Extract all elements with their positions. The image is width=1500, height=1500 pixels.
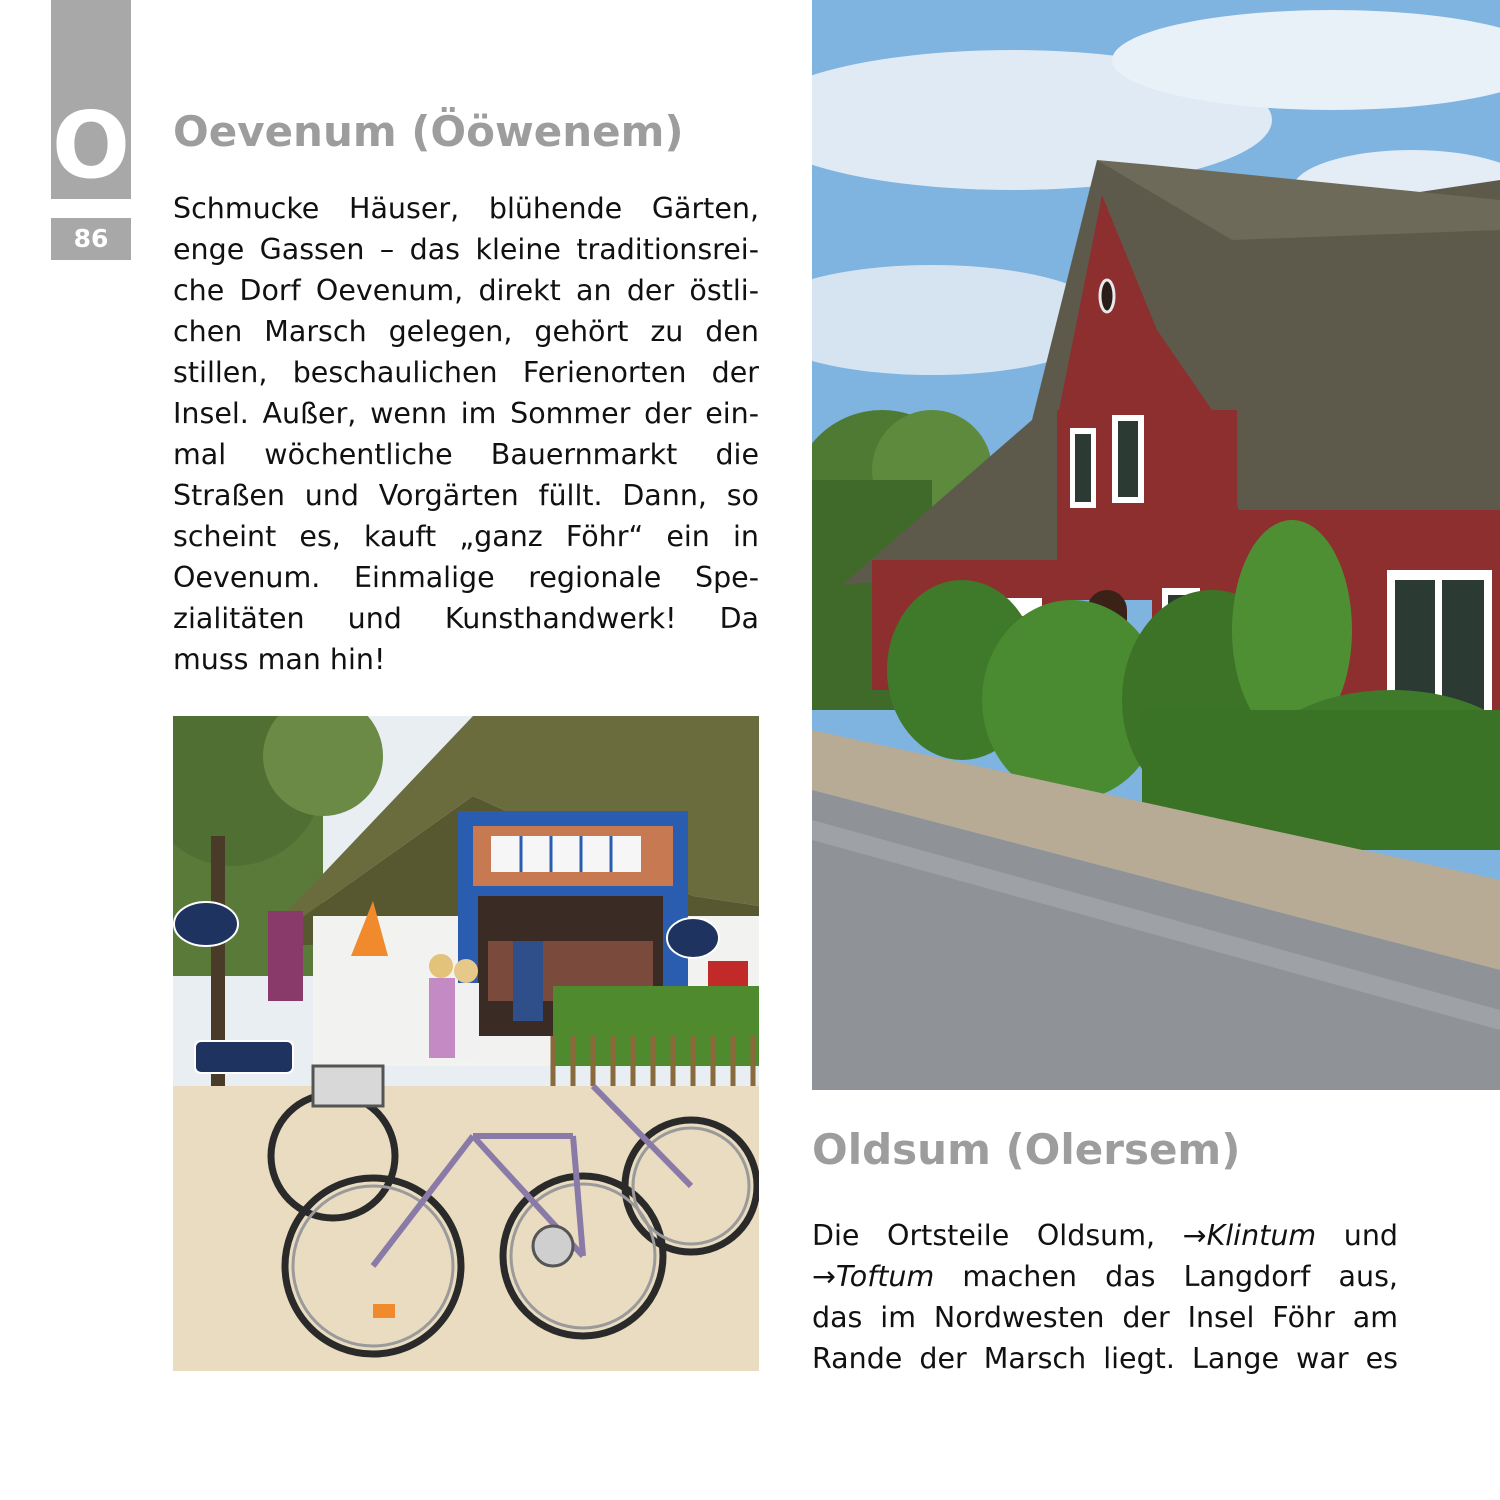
- toftum-link[interactable]: Toftum: [835, 1260, 935, 1293]
- text-line: Oevenum. Einmalige regionale Spe-: [173, 561, 759, 594]
- oldsum-title: Oldsum (Olersem): [812, 1125, 1241, 1174]
- text-line: enge Gassen – das kleine traditionsrei-: [173, 233, 759, 266]
- arrow-icon: →: [1182, 1219, 1207, 1252]
- oevenum-market-photo: [173, 716, 759, 1371]
- text-line: [812, 1215, 1398, 1256]
- oldsum-house-photo: [812, 0, 1500, 1090]
- chapter-tab: [51, 0, 131, 199]
- text-line: Insel. Außer, wenn im Sommer der ein-: [173, 397, 759, 430]
- text-segment: Die Ortsteile Oldsum,: [812, 1219, 1183, 1252]
- klintum-link[interactable]: Klintum: [1206, 1219, 1317, 1252]
- chapter-letter: O: [51, 92, 131, 199]
- page-number: 86: [51, 218, 131, 260]
- text-line: stillen, beschaulichen Ferienorten der: [173, 356, 759, 389]
- text-line: scheint es, kauft „ganz Föhr“ ein in: [173, 520, 759, 553]
- text-line: chen Marsch gelegen, gehört zu den: [173, 315, 759, 348]
- text-line: mal wöchentliche Bauernmarkt die: [173, 438, 759, 471]
- text-segment: machen das Langdorf aus,: [934, 1260, 1398, 1293]
- text-line: che Dorf Oevenum, direkt an der östli-: [173, 274, 759, 307]
- text-segment: und: [1316, 1219, 1398, 1252]
- oevenum-title: Oevenum (Ööwenem): [173, 107, 684, 156]
- text-line: zialitäten und Kunsthandwerk! Da: [173, 602, 759, 635]
- text-line: Straßen und Vorgärten füllt. Dann, so: [173, 479, 759, 512]
- oldsum-text: [812, 1215, 1398, 1379]
- text-line: muss man hin!: [173, 643, 386, 676]
- oevenum-text: [173, 188, 759, 680]
- text-line: Schmucke Häuser, blühende Gärten,: [173, 192, 759, 225]
- arrow-icon: →: [812, 1260, 836, 1293]
- text-line: das im Nordwesten der Insel Föhr am: [812, 1301, 1398, 1334]
- text-line: Rande der Marsch liegt. Lange war es: [812, 1342, 1398, 1375]
- text-line: [812, 1256, 1398, 1297]
